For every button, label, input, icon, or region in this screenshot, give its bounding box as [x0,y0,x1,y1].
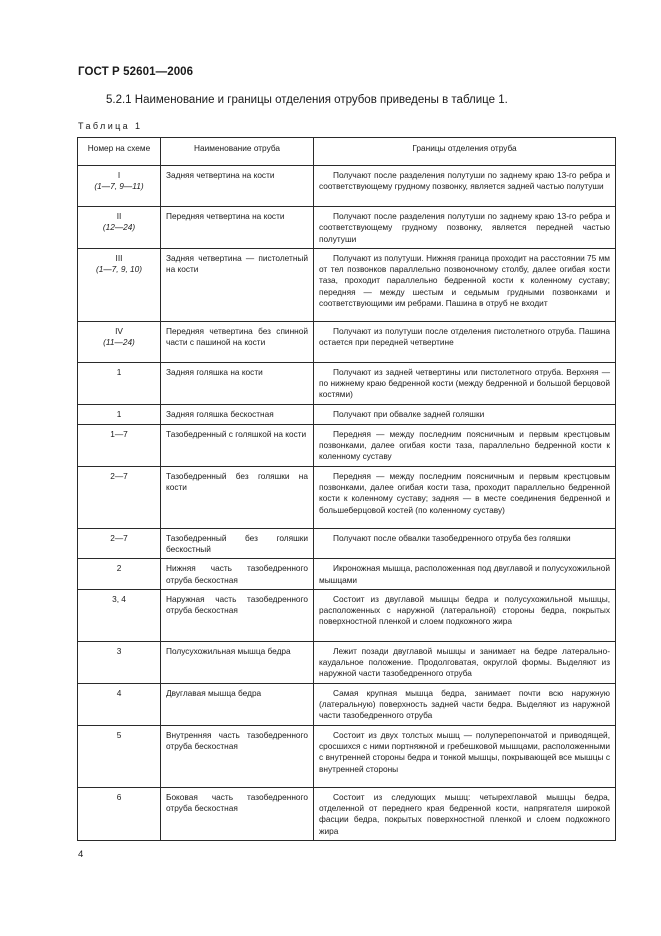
row-number: 2—7 [78,466,161,528]
scheme-subrange: (12—24) [102,222,136,233]
table-row [78,787,616,840]
scheme-number: I [117,170,121,180]
cut-bounds: Получают после обвалки тазобедренного отруба без голяшки [314,528,616,559]
cut-bounds: Получают после разделения полутуши по заднему краю 13-го ребра и соответствующему грудному позвонку, является передней частью полутуши [314,207,616,249]
table-row [78,559,616,590]
row-number: 1 [78,362,161,404]
table-row [78,248,616,321]
table-caption: Таблица 1 [78,121,143,131]
page-number: 4 [78,849,84,860]
cut-name: Боковая часть тазобедренного отруба бескостная [161,787,314,840]
row-number: 2—7 [78,528,161,559]
cut-bounds: Икроножная мышца, расположенная под двуглавой и полусухожильной мышцами [314,559,616,590]
table-row [78,362,616,404]
cut-bounds: Состоит из двух толстых мышц — полуперепончатой и приводящей, сросшихся с ними портняжной и гребешковой мышцами, расположенными с внутренней стороны бедра и тонкой мышцы, покрывающей все мышцы с внутренней стороны [314,725,616,787]
row-number: 6 [78,787,161,840]
table-row [78,683,616,725]
cut-name: Тазобедренный без голяшки бескостный [161,528,314,559]
table-row [78,321,616,362]
table-row [78,404,616,424]
table-row [78,166,616,207]
row-number [78,207,161,249]
document-header: ГОСТ Р 52601—2006 [78,66,194,78]
column-header-bounds: Границы отделения отруба [314,138,616,166]
column-header-number: Номер на схеме [78,138,161,166]
cut-bounds: Самая крупная мышца бедра, занимает почти всю наружную (латеральную) поверхность задней части бедра. Выделяют из наружной части тазобедренного отруба [314,683,616,725]
cut-bounds: Лежит позади двуглавой мышцы и занимает на бедре латерально-каудальное положение. Продолговатая, округлой формы. Выделяют из наружной части тазобедренного отруба [314,641,616,683]
cuts-table [77,137,616,841]
row-number: 2 [78,559,161,590]
cut-name: Задняя голяшка бескостная [161,404,314,424]
table-row [78,725,616,787]
table-header-row [78,138,616,166]
table-row [78,641,616,683]
row-number: 4 [78,683,161,725]
row-number [78,321,161,362]
table-row [78,589,616,641]
scheme-subrange: (1—7, 9—11) [94,181,144,192]
row-number: 5 [78,725,161,787]
column-header-name: Наименование отруба [161,138,314,166]
scheme-number: IV [115,325,123,336]
cut-name: Полусухожильная мышца бедра [161,641,314,683]
scheme-subrange: (1—7, 9, 10) [95,264,143,275]
table-row [78,207,616,249]
row-number [78,166,161,207]
cut-name: Внутренняя часть тазобедренного отруба бескостная [161,725,314,787]
table-row [78,466,616,528]
cut-bounds: Получают после разделения полутуши по заднему краю 13-го ребра и соответствующему грудному позвонку, является задней частью полутуши [314,166,616,207]
cut-name: Задняя четвертина на кости [161,166,314,207]
cut-name: Передняя четвертина на кости [161,207,314,249]
cut-bounds: Получают из задней четвертины или пистолетного отруба. Верхняя — по нижнему краю бедренной кости (между бедренной и большой берцовой костями) [314,362,616,404]
cut-bounds: Передняя — между последним поясничным и первым крестцовым позвонками, далее огибая кости таза, проходит параллельно бедренной кости к коленному суставу; задняя — в месте соединения бедренной и большеберцовой костей (по коленному суставу) [314,466,616,528]
table-row [78,424,616,466]
cut-bounds: Состоит из двуглавой мышцы бедра и полусухожильной мышцы, расположенных с наружной (латеральной) стороны бедра, покрытых поверхностной пленкой и слоем подкожного жира [314,589,616,641]
scheme-number: III [115,252,123,263]
intro-paragraph: 5.2.1 Наименование и границы отделения отрубов приведены в таблице 1. [106,94,508,106]
cut-name: Тазобедренный без голяшки на кости [161,466,314,528]
cut-name: Задняя голяшка на кости [161,362,314,404]
cut-name: Задняя четвертина — пистолетный на кости [161,248,314,321]
scheme-number: II [116,211,122,221]
cut-bounds: Передняя — между последним поясничным и первым крестцовым позвонками, далее огибая кости таза, параллельно бедренной кости к коленному суставу [314,424,616,466]
table-row [78,528,616,559]
cut-name: Наружная часть тазобедренного отруба бескостная [161,589,314,641]
cut-bounds: Состоит из следующих мышц: четырехглавой мышцы бедра, отделенной от переднего края бедренной кости, напрягателя широкой фасции бедра, покрытых поверхностной пленкой и слоем подкожного жира [314,787,616,840]
cut-name: Передняя четвертина без спинной части с пашиной на кости [161,321,314,362]
row-number: 1 [78,404,161,424]
row-number: 1—7 [78,424,161,466]
cut-bounds: Получают из полутуши после отделения пистолетного отруба. Пашина остается при передней четвертине [314,321,616,362]
cut-bounds: Получают из полутуши. Нижняя граница проходит на расстоянии 75 мм от тел позвонков параллельно позвоночному столбу, далее огибая кости таза, проходит параллельно бедренной кости к коленному суставу; передняя — между шестым и седьмым грудными позвонками и соответствующими им ребрами. Пашина в отруб не входит [314,248,616,321]
cut-name: Нижняя часть тазобедренного отруба бескостная [161,559,314,590]
cut-bounds: Получают при обвалке задней голяшки [314,404,616,424]
row-number [78,248,161,321]
row-number: 3, 4 [78,589,161,641]
scheme-subrange: (11—24) [103,337,135,348]
cut-name: Двуглавая мышца бедра [161,683,314,725]
row-number: 3 [78,641,161,683]
cut-name: Тазобедренный с голяшкой на кости [161,424,314,466]
